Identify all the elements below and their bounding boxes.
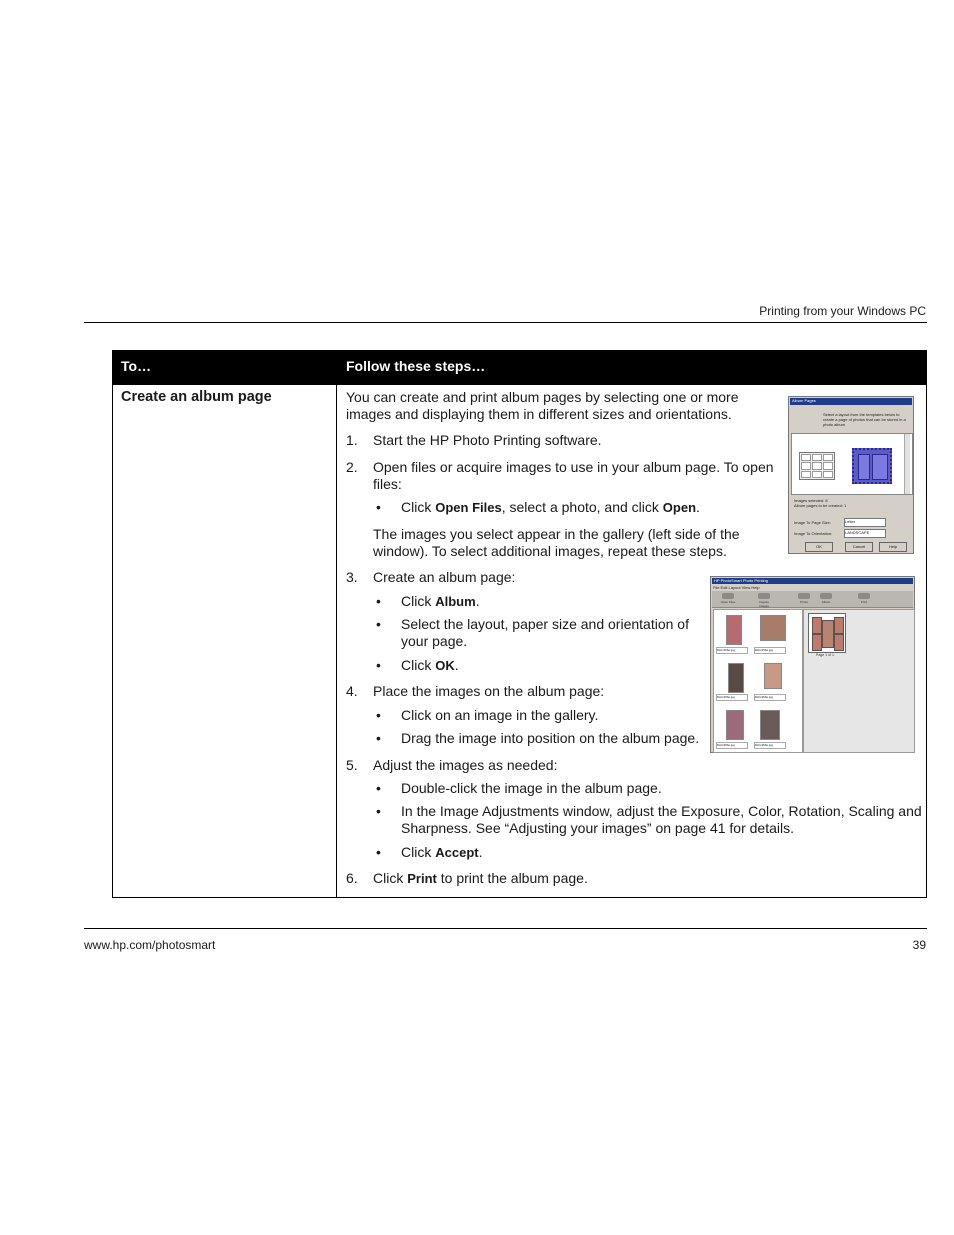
- gallery-thumbnail: [760, 615, 786, 641]
- step-3-bullet-1: Click Album.: [401, 593, 480, 609]
- col-header-to: To…: [121, 358, 152, 374]
- section-title: Printing from your Windows PC: [759, 304, 926, 318]
- step-4-bullet-2: Drag the image into position on the album page.: [401, 730, 700, 746]
- album-page-preview: [808, 613, 846, 653]
- bullet: •: [376, 803, 381, 819]
- step-2-text-line-1: Open files or acquire images to use in your album page. To open: [373, 459, 774, 475]
- step-5-bullet-3: Click Accept.: [401, 844, 483, 860]
- layout-template-selected: [852, 448, 892, 484]
- bullet: •: [376, 844, 381, 860]
- step-5-text: Adjust the images as needed:: [373, 757, 558, 773]
- album-page-area: [803, 609, 915, 753]
- intro-line-2: images and displaying them in different sizes and orientations.: [346, 406, 732, 422]
- image-gallery: [713, 609, 803, 753]
- page-size-label: Image To Page Size:: [794, 520, 831, 525]
- dialog-titlebar: [790, 398, 912, 405]
- thumbnail-caption: DHC456e.jpg: [716, 742, 748, 749]
- step-5-bullet-2-line-1: In the Image Adjustments window, adjust the Exposure, Color, Rotation, Scaling and: [401, 803, 922, 819]
- acquire-images-tool: Acquire Images: [754, 593, 774, 604]
- printer-icon: [858, 593, 870, 599]
- camera-icon: [758, 593, 770, 599]
- bullet: •: [376, 657, 381, 673]
- column-divider: [336, 385, 337, 898]
- folder-icon: [722, 593, 734, 599]
- prints-icon: [798, 593, 810, 599]
- gallery-thumbnail: [760, 710, 780, 740]
- step-3-text: Create an album page:: [373, 569, 516, 585]
- step-3-bullet-2-line-1: Select the layout, paper size and orientation of: [401, 616, 689, 632]
- prints-tool: Prints: [794, 593, 814, 604]
- thumbnail-caption: DHC456e.jpg: [716, 694, 748, 701]
- gallery-thumbnail: [764, 663, 782, 689]
- table-header: [113, 351, 926, 385]
- templates-scrollbar: [904, 434, 910, 494]
- dialog-ok-button: OK: [805, 542, 833, 552]
- photo-printing-window-screenshot: [710, 576, 915, 753]
- orientation-label: Image To Orientation:: [794, 531, 833, 536]
- thumbnail-caption: DHC456e.jpg: [754, 647, 786, 654]
- step-number: 3.: [346, 569, 358, 585]
- dialog-cancel-button: Cancel: [845, 542, 873, 552]
- orientation-select: LANDSCAPE: [844, 529, 886, 538]
- open-files-tool: Open Files: [718, 593, 738, 604]
- dialog-help-button: Help: [879, 542, 907, 552]
- step-number: 1.: [346, 432, 358, 448]
- dialog-title: Album Pages: [792, 398, 816, 403]
- col-header-steps: Follow these steps…: [346, 358, 486, 374]
- footer-rule: [84, 928, 927, 929]
- album-tool: Album: [816, 593, 836, 604]
- window-toolbar: [712, 591, 913, 608]
- page-count-caption: Page 1 of 1: [816, 653, 834, 657]
- step-1-text: Start the HP Photo Printing software.: [373, 432, 602, 448]
- step-2-note-line-2: window). To select additional images, repeat these steps.: [373, 543, 727, 559]
- album-icon: [820, 593, 832, 599]
- bullet: •: [376, 593, 381, 609]
- step-number: 4.: [346, 683, 358, 699]
- thumbnail-caption: DHC456e.jpg: [754, 742, 786, 749]
- thumbnail-caption: DHC456e.jpg: [754, 694, 786, 701]
- step-number: 6.: [346, 870, 358, 886]
- step-6-text: Click Print to print the album page.: [373, 870, 588, 886]
- dialog-instruction: Select a layout from the templates below to create a page of photos that can be stored in a photo album: [823, 412, 906, 427]
- step-number: 2.: [346, 459, 358, 475]
- images-selected-text: Images selected: 8: [794, 498, 828, 503]
- bullet: •: [376, 499, 381, 515]
- step-3-bullet-3: Click OK.: [401, 657, 459, 673]
- gallery-thumbnail: [726, 615, 742, 645]
- step-5-bullet-2-line-2: Sharpness. See “Adjusting your images” on page 41 for details.: [401, 820, 795, 836]
- page-number: 39: [912, 938, 926, 952]
- bullet: •: [376, 730, 381, 746]
- step-2-text-line-2: files:: [373, 476, 402, 492]
- print-tool: Print: [854, 593, 874, 604]
- pages-created-text: Album pages to be created: 1: [794, 503, 847, 508]
- thumbnail-caption: DHC456e.jpg: [716, 647, 748, 654]
- intro-line-1: You can create and print album pages by selecting one or more: [346, 389, 739, 405]
- layout-template-grid: [799, 452, 835, 480]
- window-title: HP PhotoSmart Photo Printing: [714, 578, 768, 583]
- step-number: 5.: [346, 757, 358, 773]
- bullet: •: [376, 616, 381, 632]
- bullet: •: [376, 707, 381, 723]
- row-label: Create an album page: [121, 389, 272, 405]
- step-4-bullet-1: Click on an image in the gallery.: [401, 707, 599, 723]
- step-3-bullet-2-line-2: your page.: [401, 633, 468, 649]
- layout-templates-pane: [791, 433, 913, 495]
- window-menubar: File Edit Layout View Help: [713, 585, 760, 590]
- gallery-thumbnail: [726, 710, 744, 740]
- step-2-bullet-1: Click Open Files, select a photo, and click Open.: [401, 499, 700, 515]
- page-size-select: Letter: [844, 518, 886, 527]
- album-pages-dialog-screenshot: [788, 396, 914, 554]
- bullet: •: [376, 780, 381, 796]
- header-rule: [84, 322, 927, 323]
- gallery-thumbnail: [728, 663, 744, 693]
- window-titlebar: [712, 578, 913, 584]
- step-5-bullet-1: Double-click the image in the album page.: [401, 780, 662, 796]
- step-2-note-line-1: The images you select appear in the gallery (left side of the: [373, 526, 740, 542]
- footer-url: www.hp.com/photosmart: [84, 938, 216, 952]
- step-4-text: Place the images on the album page:: [373, 683, 605, 699]
